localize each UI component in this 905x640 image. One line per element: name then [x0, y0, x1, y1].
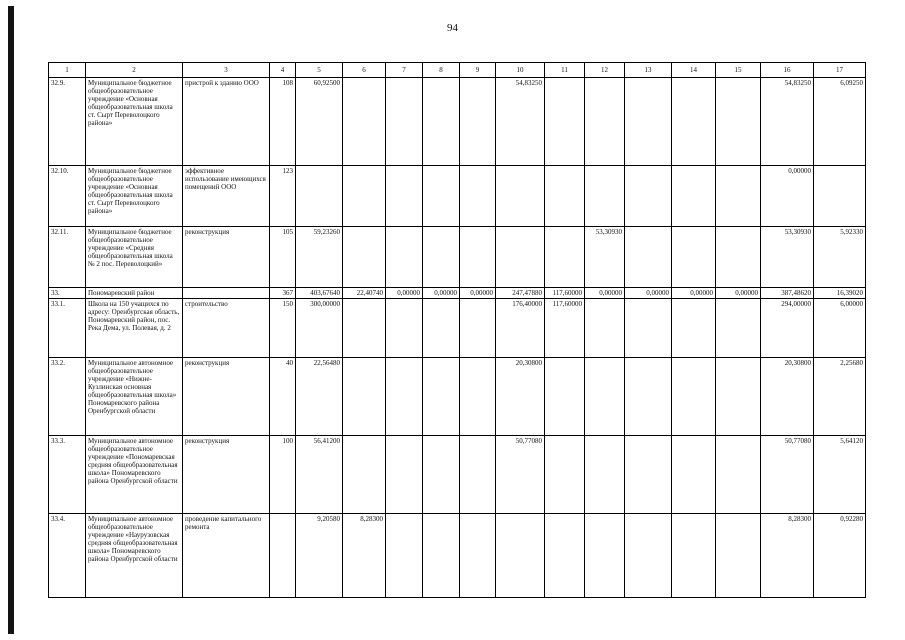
table-cell: 108	[270, 78, 296, 166]
table-cell: Муниципальное автономное общеобразовательное учреждение «Пономаревская средняя общеобразовательная школа» Пономаревского района Оренбургской области	[86, 436, 183, 514]
table-cell: 56,41200	[296, 436, 343, 514]
table-cell	[386, 227, 423, 288]
table-cell: 60,92500	[296, 78, 343, 166]
table-row	[49, 288, 866, 299]
table-cell: 0,00000	[761, 166, 814, 227]
table-cell	[423, 436, 460, 514]
table-cell: 59,23260	[296, 227, 343, 288]
table-cell	[585, 166, 625, 227]
table-cell	[814, 166, 866, 227]
table-row	[49, 358, 866, 436]
table-cell: 32.11.	[49, 227, 86, 288]
table-cell	[625, 78, 672, 166]
table-cell: 40	[270, 358, 296, 436]
table-cell: 6,09250	[814, 78, 866, 166]
table-cell: 16,39020	[814, 288, 866, 299]
table-cell: 0,00000	[716, 288, 761, 299]
table-cell	[460, 227, 496, 288]
table-cell	[672, 436, 716, 514]
table-cell	[423, 78, 460, 166]
table-cell	[386, 436, 423, 514]
table-cell	[423, 514, 460, 598]
table-cell: Муниципальное автономное общеобразовательное учреждение «Наурузовская средняя общеобразовательная школа» Пономаревского района Оренбургской области	[86, 514, 183, 598]
column-header: 5	[296, 63, 343, 78]
table-cell: 176,40000	[496, 299, 545, 358]
table-cell: 294,00000	[761, 299, 814, 358]
table-cell	[423, 358, 460, 436]
table-cell	[386, 358, 423, 436]
header-row	[49, 63, 866, 78]
table-cell: реконструкция	[183, 436, 270, 514]
table-cell: 403,67640	[296, 288, 343, 299]
table-cell: 8,28300	[343, 514, 386, 598]
table-cell	[625, 166, 672, 227]
table-cell: 33.1.	[49, 299, 86, 358]
table-cell: 32.10.	[49, 166, 86, 227]
table-cell	[460, 78, 496, 166]
table-cell	[343, 78, 386, 166]
table-cell: 367	[270, 288, 296, 299]
table-cell: строительство	[183, 299, 270, 358]
table-cell: 9,20580	[296, 514, 343, 598]
table-cell: 0,00000	[585, 288, 625, 299]
table-cell	[343, 436, 386, 514]
column-header: 14	[672, 63, 716, 78]
table-cell: 0,00000	[460, 288, 496, 299]
table-cell	[386, 78, 423, 166]
table-cell	[545, 166, 585, 227]
table-cell: 22,40740	[343, 288, 386, 299]
table-cell: 53,30930	[761, 227, 814, 288]
table-cell	[545, 436, 585, 514]
table-cell	[386, 166, 423, 227]
table-cell: Муниципальное бюджетное общеобразовательное учреждение «Основная общеобразовательная школа ст. Сырт Переволоцкого района»	[86, 78, 183, 166]
table-cell: 50,77080	[761, 436, 814, 514]
table-cell	[545, 514, 585, 598]
table-cell: 33.4.	[49, 514, 86, 598]
table-cell: эффективное использование имеющихся помещений ООО	[183, 166, 270, 227]
table-cell: 33.2.	[49, 358, 86, 436]
table-cell	[496, 166, 545, 227]
table-cell	[343, 299, 386, 358]
table-cell	[343, 227, 386, 288]
table-row	[49, 299, 866, 358]
table-cell	[585, 299, 625, 358]
table-cell	[423, 299, 460, 358]
table-cell	[496, 227, 545, 288]
table-cell	[672, 166, 716, 227]
table-row	[49, 436, 866, 514]
table-cell: 0,00000	[386, 288, 423, 299]
table-cell	[460, 436, 496, 514]
table-cell: 6,00000	[814, 299, 866, 358]
table-cell: Школа на 150 учащихся по адресу: Оренбургская область, Пономаревский район, пос. Река Дема, ул. Полевая, д. 2	[86, 299, 183, 358]
table-cell: 105	[270, 227, 296, 288]
table-cell	[545, 78, 585, 166]
table-cell: Муниципальное автономное общеобразовательное учреждение «Нижне-Кузлинская основная общеобразовательная школа» Пономаревского района Оренбургской области	[86, 358, 183, 436]
table-cell	[460, 166, 496, 227]
table-cell	[716, 436, 761, 514]
table-cell	[585, 436, 625, 514]
column-header: 12	[585, 63, 625, 78]
page-number: 94	[447, 22, 458, 34]
table-cell	[343, 166, 386, 227]
table-cell	[545, 358, 585, 436]
table-cell: 150	[270, 299, 296, 358]
table-cell	[672, 358, 716, 436]
column-header: 6	[343, 63, 386, 78]
column-header: 13	[625, 63, 672, 78]
table-cell	[625, 514, 672, 598]
table-cell	[716, 166, 761, 227]
table-cell	[672, 514, 716, 598]
column-header: 11	[545, 63, 585, 78]
table-cell	[386, 514, 423, 598]
column-header: 1	[49, 63, 86, 78]
table-cell	[585, 358, 625, 436]
column-header: 4	[270, 63, 296, 78]
table-cell: 117,60000	[545, 299, 585, 358]
table-cell: 53,30930	[585, 227, 625, 288]
column-header: 2	[86, 63, 183, 78]
table-cell: реконструкция	[183, 358, 270, 436]
table-cell	[496, 514, 545, 598]
table-cell	[625, 436, 672, 514]
table-cell: 50,77080	[496, 436, 545, 514]
table-cell: Муниципальное бюджетное общеобразовательное учреждение «Основная общеобразовательная школа ст. Сырт Переволоцкого района»	[86, 166, 183, 227]
table-cell	[343, 358, 386, 436]
column-header: 9	[460, 63, 496, 78]
table-cell: проведение капитального ремонта	[183, 514, 270, 598]
table-row	[49, 514, 866, 598]
column-header: 16	[761, 63, 814, 78]
table-cell	[625, 299, 672, 358]
column-header: 17	[814, 63, 866, 78]
table-cell: 33.	[49, 288, 86, 299]
table-cell	[585, 514, 625, 598]
table-cell	[716, 78, 761, 166]
table-cell	[183, 288, 270, 299]
table-cell	[423, 166, 460, 227]
table-cell	[296, 166, 343, 227]
table-cell	[270, 514, 296, 598]
table-cell	[585, 78, 625, 166]
table-cell	[625, 227, 672, 288]
table-cell: 0,00000	[423, 288, 460, 299]
table-cell: 2,25680	[814, 358, 866, 436]
table-cell	[716, 514, 761, 598]
table-cell	[672, 227, 716, 288]
table-cell: 0,00000	[625, 288, 672, 299]
table-cell	[460, 358, 496, 436]
table-cell: 8,28300	[761, 514, 814, 598]
column-header: 15	[716, 63, 761, 78]
table-cell: 22,56480	[296, 358, 343, 436]
table-cell: 300,00000	[296, 299, 343, 358]
table-row	[49, 78, 866, 166]
table-cell	[672, 299, 716, 358]
table-cell: 32.9.	[49, 78, 86, 166]
table-cell: 5,92330	[814, 227, 866, 288]
column-header: 8	[423, 63, 460, 78]
table-cell	[672, 78, 716, 166]
table-cell: 0,00000	[672, 288, 716, 299]
table-cell	[460, 299, 496, 358]
column-header: 10	[496, 63, 545, 78]
table-cell: 247,47880	[496, 288, 545, 299]
table-cell	[625, 358, 672, 436]
table-cell: 387,48620	[761, 288, 814, 299]
table-cell	[386, 299, 423, 358]
table-cell	[423, 227, 460, 288]
data-table	[48, 62, 866, 598]
table-cell: 20,30800	[496, 358, 545, 436]
table-cell: 33.3.	[49, 436, 86, 514]
table-cell: реконструкция	[183, 227, 270, 288]
table-row	[49, 166, 866, 227]
table-cell	[545, 227, 585, 288]
table-cell: 123	[270, 166, 296, 227]
table-cell: 20,30800	[761, 358, 814, 436]
table-cell: 54,83250	[496, 78, 545, 166]
table-cell	[716, 299, 761, 358]
column-header: 7	[386, 63, 423, 78]
table-cell: Пономаревский район	[86, 288, 183, 299]
page-edge-bar	[8, 6, 14, 634]
table-cell: 100	[270, 436, 296, 514]
table-cell: 54,83250	[761, 78, 814, 166]
table-cell: пристрой к зданию ООО	[183, 78, 270, 166]
table-cell: 0,92280	[814, 514, 866, 598]
column-header: 3	[183, 63, 270, 78]
table-cell	[460, 514, 496, 598]
table-cell: 5,64120	[814, 436, 866, 514]
table-cell	[716, 227, 761, 288]
table-cell: 117,60000	[545, 288, 585, 299]
table-row	[49, 227, 866, 288]
table-cell: Муниципальное бюджетное общеобразовательное учреждение «Средняя общеобразовательная школа № 2 пос. Переволоцкий»	[86, 227, 183, 288]
table-cell	[716, 358, 761, 436]
